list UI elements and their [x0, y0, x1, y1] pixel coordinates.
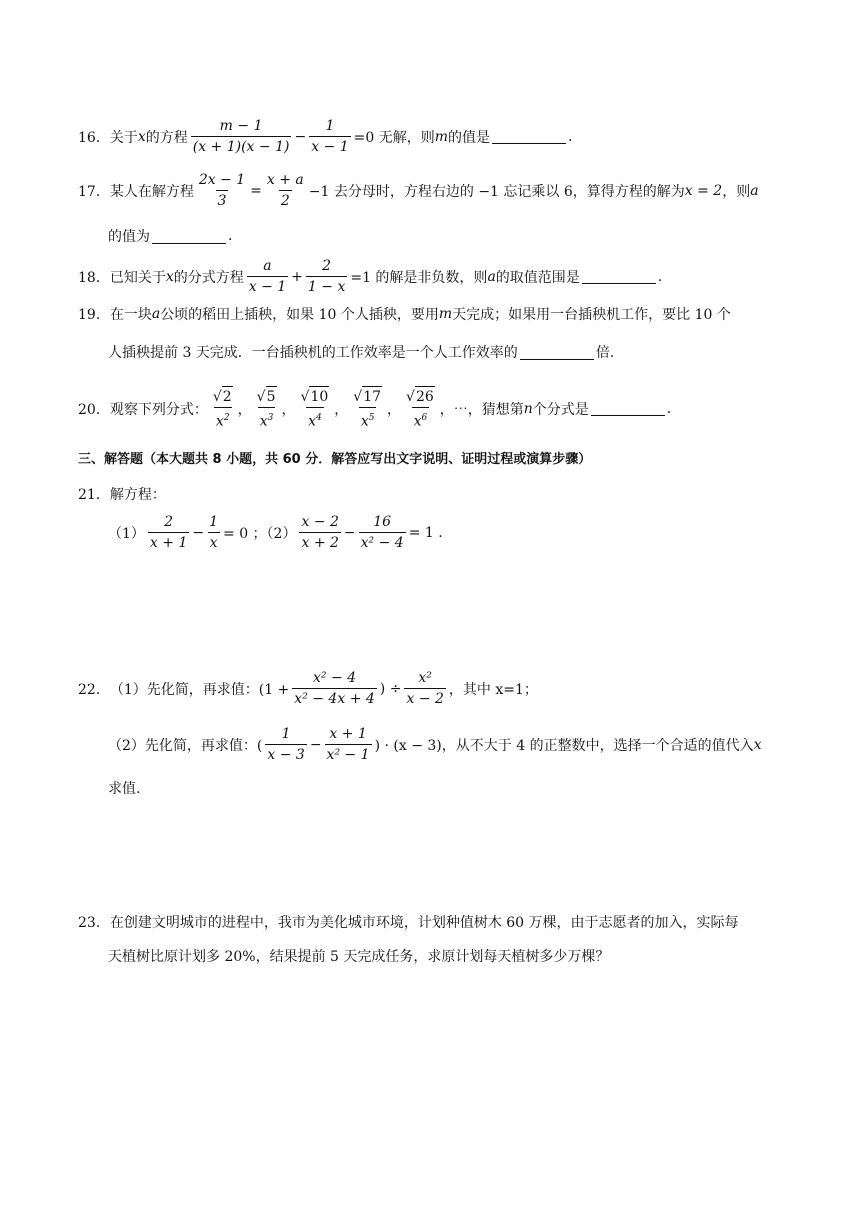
question-17: 17． 某人在解方程 $\frac{2x - 1}{3}$ = $\frac{x + a}{2}$ −1 去分母时，方程右边的 −1 忘记乘以 6，算得方程的解为 x = 2 ，则 a: [78, 172, 759, 209]
sqrt-fraction: √ 17 $x^5$: [351, 386, 384, 432]
question-20: 20． 观察下列分式： √ 2 $x^2$ ， √ 5 $x^3$ ， √ 10 $x^4$ ， √ 17 $x^5$ ， √ 26 $x^6$ ，⋯，猜想第 n 个分式是 .: [78, 386, 671, 432]
answer-blank[interactable]: [152, 229, 226, 244]
fraction: $\frac{\text{x² − 4}}{\text{x² − 4x + 4}}$: [294, 670, 375, 707]
question-21: 21． 解方程：: [78, 484, 166, 504]
question-22-part2: （2）先化简，再求值：( $\frac{1}{x - 3}$ − $\frac{x + 1}{\text{x² − 1}}$ ) · (x − 3)，从不大于 4 的正整数中，选择一个合适的值代入 x: [108, 726, 762, 763]
question-18: 18． 已知关于 x 的分式方程 $\frac{a}{x - 1}$ + $\frac{2}{1 - x}$ =1 的解是非负数，则 a 的取值范围是 .: [78, 258, 663, 295]
answer-blank[interactable]: [520, 345, 594, 360]
fraction: $\frac{m - 1}{(x + 1)(x - 1)}$: [192, 118, 290, 155]
question-number: 23．: [78, 915, 110, 931]
question-16: 16． 关于 x 的方程 $\frac{m - 1}{(x + 1)(x - 1)}$ − $\frac{1}{x - 1}$ =0 无解，则 m 的值是 .: [78, 118, 573, 155]
fraction: $\frac{16}{\text{x² − 4}}$: [360, 514, 404, 551]
question-number: 21．: [78, 487, 110, 503]
fraction: $\frac{x + a}{2}$: [266, 172, 304, 209]
question-number: 22．: [78, 681, 110, 698]
fraction: $\frac{2x - 1}{3}$: [198, 172, 246, 209]
section-heading: 三、解答题（本大题共 8 小题，共 60 分．解答应写出文字说明、证明过程或演算步骤）: [78, 452, 592, 467]
fraction: $\frac{2}{1 - x}$: [307, 258, 346, 295]
question-19-cont: 人插秧提前 3 天完成．一台插秧机的工作效率是一个人工作效率的 倍.: [108, 345, 615, 361]
question-21-equations: （1） $\frac{2}{x + 1}$ − $\frac{1}{x}$ = 0 ；（2） $\frac{x - 2}{x + 2}$ − $\frac{16}{\text{x² − 4}}$ = 1 .: [108, 514, 443, 551]
question-number: 16．: [78, 129, 110, 146]
answer-blank[interactable]: [582, 269, 656, 284]
question-23: 23． 在创建文明城市的进程中，我市为美化城市环境，计划种值树木 60 万棵，由于志愿者的加入，实际每: [78, 912, 739, 932]
question-number: 20．: [78, 401, 110, 418]
fraction: $\frac{x - 2}{x + 2}$: [301, 514, 339, 551]
question-23-cont: 天植树比原计划多 20%，结果提前 5 天完成任务，求原计划每天植树多少万棵？: [108, 949, 610, 965]
question-22: 22． （1）先化简，再求值：(1 + $\frac{\text{x² − 4}}{\text{x² − 4x + 4}}$ ) ÷ $\frac{\text{x²}}{x - 2}$ ，其中 x=1；: [78, 670, 538, 707]
fraction: $\frac{\text{x²}}{x - 2}$: [406, 670, 444, 707]
answer-blank[interactable]: [492, 129, 566, 144]
fraction: $\frac{1}{x - 1}$: [311, 118, 349, 155]
fraction: $\frac{a}{x - 1}$: [248, 258, 287, 295]
question-22-cont: 求值.: [108, 781, 141, 797]
sqrt-fraction: √ 5 $x^3$: [255, 386, 279, 432]
fraction: $\frac{x + 1}{\text{x² − 1}}$: [326, 726, 370, 763]
question-number: 19．: [78, 307, 110, 323]
answer-blank[interactable]: [591, 401, 665, 416]
fraction: $\frac{2}{x + 1}$: [149, 514, 188, 551]
sqrt-fraction: √ 10 $x^4$: [299, 386, 332, 432]
question-17-cont: 的值为 .: [108, 228, 233, 245]
question-number: 17．: [78, 183, 110, 200]
sqrt-fraction: √ 26 $x^6$: [404, 386, 437, 432]
fraction: $\frac{1}{x - 3}$: [267, 726, 305, 763]
sqrt-fraction: √ 2 $x^2$: [211, 386, 235, 432]
question-19: 19． 在一块 a 公顷的稻田上插秧，如果 10 个人插秧，要用 m 天完成；如果用一台插秧机工作，要比 10 个: [78, 306, 731, 323]
question-number: 18．: [78, 269, 110, 286]
fraction: $\frac{1}{x}$: [209, 514, 219, 551]
